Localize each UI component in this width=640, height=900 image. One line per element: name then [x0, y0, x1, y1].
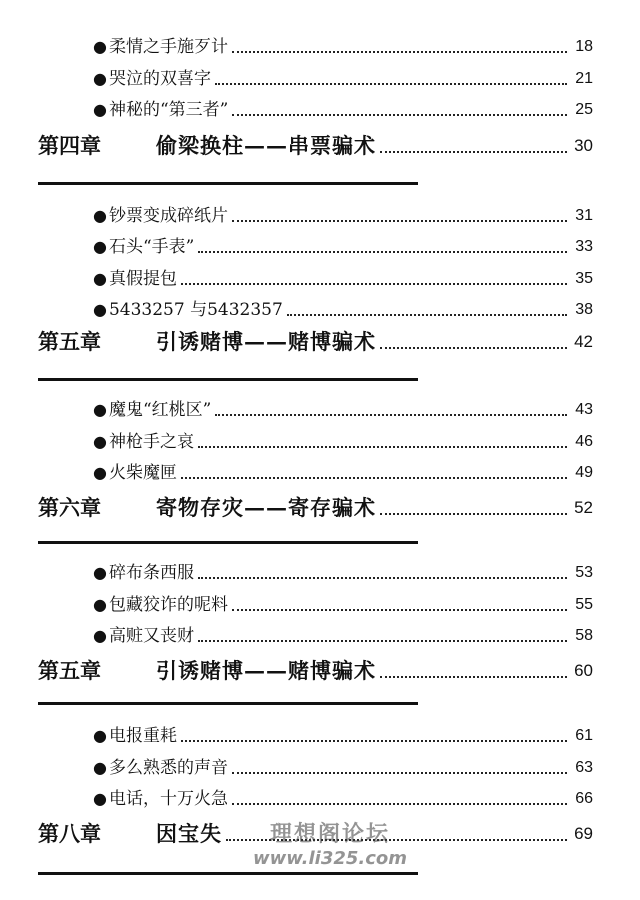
toc-entry[interactable] [93, 234, 593, 260]
toc-entry-title: 真假提包 [108, 269, 177, 289]
chapter-heading[interactable] [38, 326, 593, 358]
bullet-icon: ● [93, 269, 107, 288]
watermark [215, 822, 445, 870]
bullet-icon: ● [93, 595, 107, 614]
toc-entry-page: 33 [575, 238, 593, 255]
dot-leader [232, 112, 567, 116]
chapter-title: 偷梁换柱——串票骗术 [156, 133, 376, 158]
dot-leader [181, 475, 567, 479]
chapter-title: 引诱赌博——赌博骗术 [156, 658, 376, 683]
bullet-icon: ● [93, 789, 107, 808]
toc-entry[interactable] [93, 592, 593, 618]
dot-leader [181, 281, 567, 285]
watermark-text: 理想阁论坛 [269, 822, 390, 847]
toc-entry-title: 高赃又丧财 [108, 626, 194, 646]
chapter-title: 因宝失 [156, 821, 222, 846]
toc-entry-page: 25 [575, 101, 593, 118]
bullet-icon: ● [93, 563, 107, 582]
bullet-icon: ● [93, 100, 107, 119]
toc-entry[interactable] [93, 460, 593, 486]
toc-entry-page: 49 [575, 464, 593, 481]
dot-leader [380, 674, 567, 678]
dot-leader [232, 49, 567, 53]
toc-entry[interactable] [93, 755, 593, 781]
toc-entry-title: 石头“手表” [108, 237, 195, 257]
toc-entry-page: 53 [575, 564, 593, 581]
chapter-title: 引诱赌博——赌博骗术 [156, 329, 376, 354]
dot-leader [215, 412, 567, 416]
toc-entry[interactable] [93, 397, 593, 423]
toc-entry-title: 5433257 与5432357 [108, 300, 283, 320]
toc-entry-page: 63 [575, 759, 593, 776]
toc-entry-page: 31 [575, 207, 593, 224]
dot-leader [287, 312, 567, 316]
chapter-page: 52 [574, 498, 593, 517]
toc-entry-title: 碎布条西服 [108, 563, 194, 583]
toc-entry[interactable] [93, 97, 593, 123]
toc-entry-title: 电报重耗 [108, 726, 177, 746]
bullet-icon: ● [93, 206, 107, 225]
dot-leader [198, 444, 567, 448]
chapter-number: 第六章 [38, 495, 101, 520]
toc-entry[interactable] [93, 560, 593, 586]
bullet-icon: ● [93, 432, 107, 451]
toc-entry-page: 43 [575, 401, 593, 418]
dot-leader [232, 770, 567, 774]
toc-entry-title: 电话，十万火急 [108, 789, 228, 809]
dot-leader [181, 738, 567, 742]
dot-leader [232, 218, 567, 222]
watermark-url: www.li325.com [252, 848, 408, 869]
toc-entry-title: 神秘的“第三者” [108, 100, 229, 120]
dot-leader [198, 575, 567, 579]
dot-leader [232, 607, 567, 611]
chapter-number: 第五章 [38, 329, 101, 354]
toc-entry-title: 多么熟悉的声音 [108, 758, 228, 778]
bullet-icon: ● [93, 758, 107, 777]
chapter-page: 69 [574, 824, 593, 843]
toc-entry-title: 哭泣的双喜字 [108, 69, 211, 89]
toc-entry-page: 58 [575, 627, 593, 644]
toc-entry-page: 61 [575, 727, 593, 744]
chapter-heading[interactable] [38, 130, 593, 162]
toc-entry-title: 神枪手之哀 [108, 432, 194, 452]
toc-entry[interactable] [93, 723, 593, 749]
dot-leader [198, 249, 567, 253]
bullet-icon: ● [93, 237, 107, 256]
toc-entry-page: 55 [575, 596, 593, 613]
section-divider [38, 182, 418, 185]
toc-entry[interactable] [93, 66, 593, 92]
chapter-number: 第四章 [38, 133, 101, 158]
chapter-page: 60 [574, 661, 593, 680]
dot-leader [232, 801, 567, 805]
dot-leader [198, 638, 567, 642]
section-divider [38, 541, 418, 544]
dot-leader [380, 345, 567, 349]
toc-entry-page: 46 [575, 433, 593, 450]
toc-entry-page: 21 [575, 70, 593, 87]
toc-entry-title: 火柴魔匣 [108, 463, 177, 483]
chapter-page: 30 [574, 136, 593, 155]
toc-entry[interactable] [93, 266, 593, 292]
dot-leader [215, 81, 567, 85]
bullet-icon: ● [93, 37, 107, 56]
toc-entry[interactable] [93, 203, 593, 229]
toc-entry-title: 魔鬼“红桃区” [108, 400, 212, 420]
toc-entry-page: 35 [575, 270, 593, 287]
section-divider [38, 702, 418, 705]
toc-entry[interactable] [93, 786, 593, 812]
bullet-icon: ● [93, 463, 107, 482]
toc-entry-title: 柔情之手施歹计 [108, 37, 228, 57]
bullet-icon: ● [93, 726, 107, 745]
toc-entry[interactable] [93, 297, 593, 323]
bullet-icon: ● [93, 300, 107, 319]
toc-entry-title: 包藏狡诈的呢料 [108, 595, 228, 615]
chapter-number: 第八章 [38, 821, 101, 846]
section-divider [38, 872, 418, 875]
chapter-number: 第五章 [38, 658, 101, 683]
toc-entry-title: 钞票变成碎纸片 [108, 206, 228, 226]
toc-entry[interactable] [93, 623, 593, 649]
section-divider [38, 378, 418, 381]
chapter-page: 42 [574, 332, 593, 351]
dot-leader [380, 149, 567, 153]
toc-entry-page: 38 [575, 301, 593, 318]
bullet-icon: ● [93, 626, 107, 645]
chapter-heading[interactable] [38, 655, 593, 687]
toc-entry-page: 66 [575, 790, 593, 807]
toc-entry-page: 18 [575, 38, 593, 55]
bullet-icon: ● [93, 69, 107, 88]
dot-leader [380, 511, 567, 515]
chapter-heading[interactable] [38, 492, 593, 524]
toc-entry[interactable] [93, 429, 593, 455]
toc-entry[interactable] [93, 34, 593, 60]
bullet-icon: ● [93, 400, 107, 419]
chapter-title: 寄物存灾——寄存骗术 [156, 495, 376, 520]
